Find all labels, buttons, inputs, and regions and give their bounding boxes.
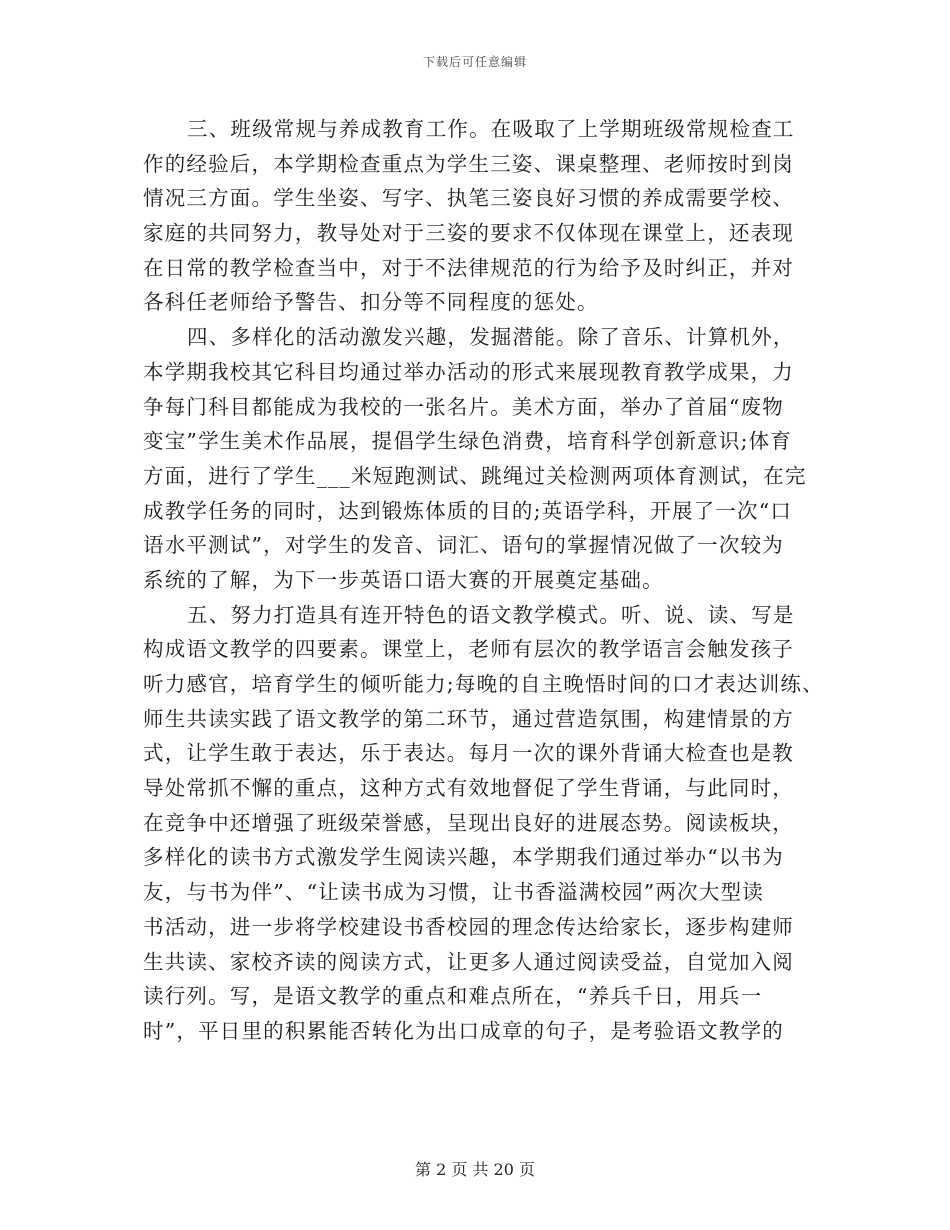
paragraph-line: 情况三方面。学生坐姿、写字、执笔三姿良好习惯的养成需要学校、 — [143, 186, 794, 211]
paragraph-line: 构成语文教学的四要素。课堂上，老师有层次的教学语言会触发孩子 — [143, 637, 794, 662]
page-header: 下载后可任意编辑 — [422, 55, 527, 69]
document-body — [143, 112, 824, 1049]
paragraph-line: 生共读、家校齐读的阅读方式，让更多人通过阅读受益，自觉加入阅 — [143, 949, 794, 974]
paragraph-line: 方面，进行了学生___米短跑测试、跳绳过关检测两项体育测试，在完 — [143, 463, 807, 488]
paragraph-line: 语水平测试”，对学生的发音、词汇、语句的掌握情况做了一次较为 — [143, 533, 784, 558]
paragraph-line: 读行列。写，是语文教学的重点和难点所在，“养兵千日，用兵一 — [143, 984, 763, 1009]
paragraph-line: 听力感官，培育学生的倾听能力;每晚的自主晚悟时间的口才表达训练、 — [143, 672, 824, 696]
paragraph-line: 友，与书为伴”、“让读书成为习惯，让书香溢满校园”两次大型读 — [143, 880, 764, 905]
paragraph-line: 在竞争中还增强了班级荣誉感，呈现出良好的进展态势。阅读板块， — [143, 810, 794, 835]
paragraph-line: 书活动，进一步将学校建设书香校园的理念传达给家长，逐步构建师 — [143, 914, 794, 939]
paragraph-line: 本学期我校其它科目均通过举办活动的形式来展现教育教学成果，力 — [143, 359, 794, 384]
paragraph-line: 多样化的读书方式激发学生阅读兴趣，本学期我们通过举办“以书为 — [143, 845, 784, 870]
paragraph-line: 系统的了解，为下一步英语口语大赛的开展奠定基础。 — [143, 567, 664, 592]
paragraph-line: 成教学任务的同时，达到锻炼体质的目的;英语学科，开展了一次“口 — [143, 498, 793, 523]
paragraph-line: 家庭的共同努力，教导处对于三姿的要求不仅体现在课堂上，还表现 — [143, 221, 794, 246]
paragraph-line: 式，让学生敢于表达，乐于表达。每月一次的课外背诵大检查也是教 — [143, 741, 794, 766]
paragraph-line: 争每门科目都能成为我校的一张名片。美术方面，举办了首届“废物 — [143, 394, 784, 419]
paragraph-line: 三、班级常规与养成教育工作。在吸取了上学期班级常规检查工 — [187, 117, 795, 141]
paragraph-line: 导处常抓不懈的重点，这种方式有效地督促了学生背诵，与此同时， — [143, 776, 794, 801]
paragraph-line: 变宝”学生美术作品展，提倡学生绿色消费，培育科学创新意识;体育 — [143, 429, 793, 454]
paragraph-line: 作的经验后，本学期检查重点为学生三姿、课桌整理、老师按时到岗 — [143, 151, 794, 176]
paragraph-line: 各科任老师给予警告、扣分等不同程度的惩处。 — [143, 290, 599, 315]
paragraph-line: 师生共读实践了语文教学的第二环节，通过营造氛围，构建情景的方 — [143, 706, 794, 731]
paragraph-line: 五、努力打造具有连开特色的语文教学模式。听、说、读、写是 — [187, 602, 795, 627]
paragraph-line: 四、多样化的活动激发兴趣，发掘潜能。除了音乐、计算机外， — [187, 325, 795, 350]
paragraph-line: 在日常的教学检查当中，对于不法律规范的行为给予及时纠正，并对 — [143, 255, 794, 280]
paragraph-line: 时”，平日里的积累能否转化为出口成章的句子，是考验语文教学的 — [143, 1018, 784, 1043]
page-number-footer: 第 2 页 共 20 页 — [415, 1160, 535, 1179]
